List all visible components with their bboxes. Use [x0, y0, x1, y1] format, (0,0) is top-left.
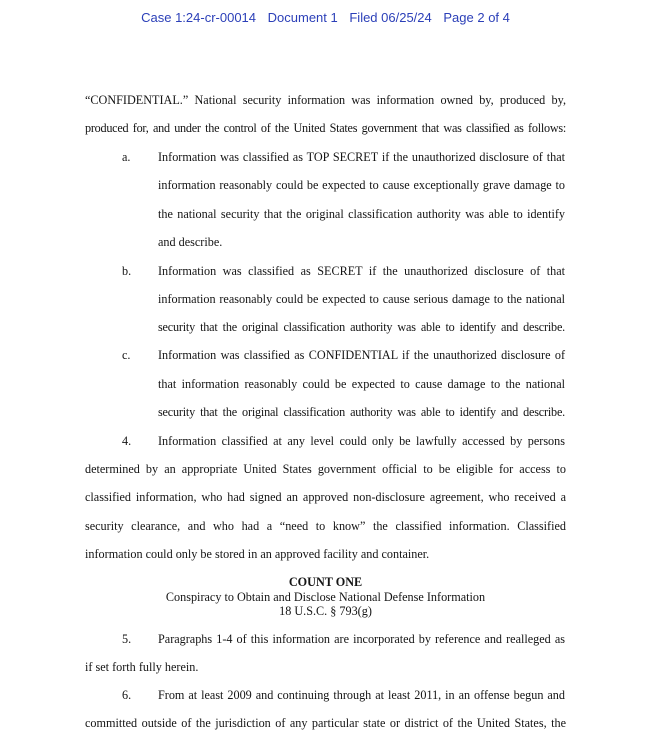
paragraph-line: information could only be stored in an approved facility and container. [85, 547, 430, 561]
item-line: that information reasonably could be expected to cause damage to the national [158, 377, 565, 391]
item-line: information reasonably could be expected to cause exceptionally grave damage to [158, 178, 565, 192]
paragraph-line: From at least 2009 and continuing through at least 2011, in an offense begun and [158, 688, 565, 702]
item-line: Information was classified as SECRET if the unauthorized disclosure of that [158, 264, 565, 278]
paragraph-line: classified information, who had signed an approved non-disclosure agreement, who received a [85, 490, 566, 504]
item-label: c. [122, 348, 131, 362]
paragraph-line: Information classified at any level could only be lawfully accessed by persons [158, 434, 565, 448]
paragraph-line: security clearance, and who had a “need to know” the classified information. Classified [85, 519, 566, 533]
page-indicator: Page 2 of 4 [443, 10, 510, 25]
paragraph-number: 6. [122, 688, 132, 702]
item-line: Information was classified as CONFIDENTIAL if the unauthorized disclosure of [158, 348, 565, 362]
item-line: and describe. [158, 235, 223, 249]
intro-line: produced for, and under the control of the United States government that was classified as follows: [85, 121, 566, 135]
item-label: a. [122, 150, 131, 164]
case-number: Case 1:24-cr-00014 [141, 10, 257, 25]
item-line: security that the original classification authority was able to identify and describe. [158, 320, 565, 334]
filing-header [0, 10, 651, 25]
paragraph-line: Paragraphs 1-4 of this information are incorporated by reference and realleged as [158, 632, 565, 646]
intro-line: “CONFIDENTIAL.” National security information was information owned by, produced by, [85, 93, 566, 107]
paragraph-line: if set forth fully herein. [85, 660, 199, 674]
item-line: Information was classified as TOP SECRET if the unauthorized disclosure of that [158, 150, 565, 164]
paragraph-number: 4. [122, 434, 132, 448]
count-subtitle: Conspiracy to Obtain and Disclose National Defense Information [165, 590, 486, 604]
item-line: the national security that the original classification authority was able to identify [158, 207, 565, 221]
paragraph-line: determined by an appropriate United States government official to be eligible for access to [85, 462, 566, 476]
paragraph-line: committed outside of the jurisdiction of any particular state or district of the United States, the [85, 716, 566, 730]
document-number: Document 1 [267, 10, 338, 25]
item-line: security that the original classification authority was able to identify and describe. [158, 405, 565, 419]
count-title: COUNT ONE [288, 575, 363, 589]
paragraph-number: 5. [122, 632, 132, 646]
item-label: b. [122, 264, 132, 278]
filed-date: Filed 06/25/24 [349, 10, 432, 25]
count-statute: 18 U.S.C. § 793(g) [279, 604, 372, 618]
item-line: information reasonably could be expected to cause serious damage to the national [158, 292, 565, 306]
